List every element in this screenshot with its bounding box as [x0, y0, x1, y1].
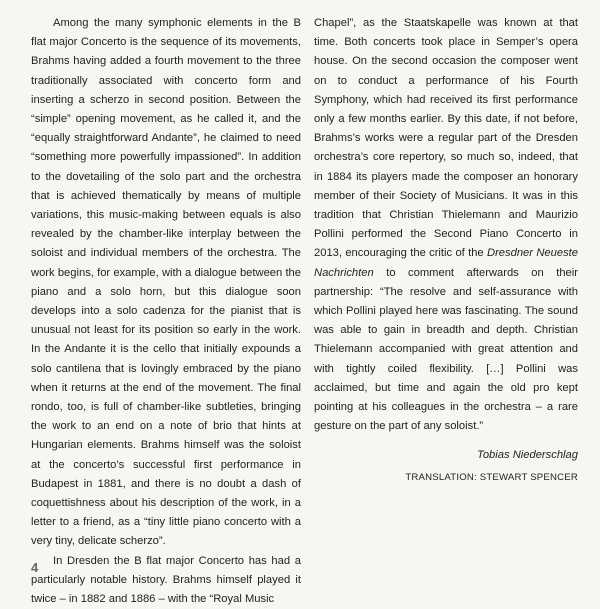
left-column [31, 14, 301, 609]
paragraph [314, 14, 578, 436]
page-number: 4 [31, 560, 39, 575]
paragraph: Among the many symphonic elements in the B flat major Concerto is the sequence of its movements, Brahms having added a fourth movement to the three traditionally associated with concerto form and inserting a scherzo in second position. Between the “simple” opening movement, as he called it, and the “equally straightforward Andante”, he claimed to need “something more powerfully impassioned”. In addition to the dovetailing of the solo part and the orchestra that is achieved thematically by means of multiple variations, this music-making between equals is also revealed by the chamber-like interplay between the soloist and individual members of the orchestra. The work begins, for example, with a dialogue between the piano and a solo horn, but this dialogue soon develops into a solo cadenza for the pianist that is unusual not least for its position so early in the work. In the Andante it is the cello that initially expounds a solo cantilena that is lovingly embraced by the piano when it returns at the end of the movement. The final rondo, too, is full of chamber-like subtleties, bringing the work to an end on a note of brio that hints at Hungarian elements. Brahms himself was the soloist at the concerto’s successful first performance in Budapest in 1881, and there is no doubt a dash of coquettishness about his description of the work, in a letter to a friend, as a “tiny little piano concerto with a very tiny, delicate scherzo”. [31, 17, 301, 548]
text-run: to comment afterwards on their partnership: “The resolve and self-assurance with which Pollini played here was fascinating. The sound was able to gain in breadth and depth. Christian Thielemann accompanied with great attention and with tightly coiled flexibility. […] Pollini was acclaimed, but time and again the old pro kept pointing at his colleagues in the orchestra – a rare gesture on the part of any soloist.” [314, 266, 578, 433]
newspaper-title: Dresdner Neueste Nachrichten [314, 247, 578, 279]
translation-credit: TRANSLATION: STEWART SPENCER [405, 471, 578, 483]
text-run: Chapel”, as the Staatskapelle was known at that time. Both concerts took place in Semper’s opera house. On the second occasion the composer went on to conduct a performance of his Fourth Symphony, which had received its first performance only a few months earlier. By this date, if not before, Brahms’s works were a regular part of the Dresden orchestra’s core repertory, so much so, indeed, that in 1884 its players made the composer an honorary member of their Society of Musicians. It was in this tradition that Christian Thielemann and Maurizio Pollini performed the Second Piano Concerto in 2013, encouraging the critic of the [314, 17, 578, 260]
right-column [314, 14, 578, 487]
paragraph: In Dresden the B flat major Concerto has had a particularly notable history. Brahms himself played it twice – in 1882 and 1886 – with the “Royal Music [31, 554, 301, 606]
author-signature: Tobias Niederschlag [477, 449, 578, 462]
